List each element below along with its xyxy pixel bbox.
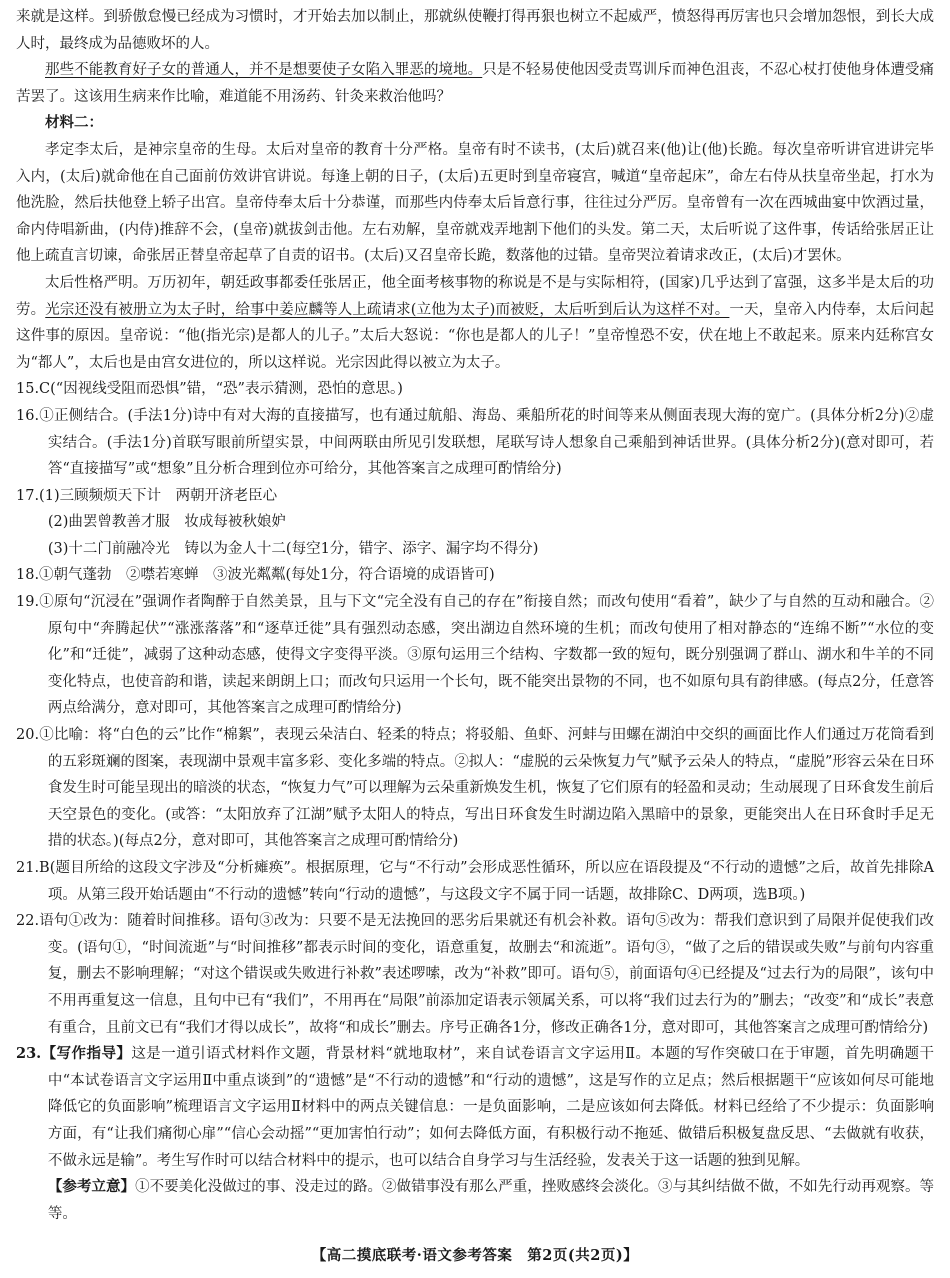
material1-paragraph: 那些不能教育好子女的普通人，并不是想要使子女陷入罪恶的境地。只是不轻易使他因受责骂训斥而神色沮丧，不忍心杖打使他身体遭受痛苦罢了。这该用生病来作比喻，难道能不用汤药、针灸来救治他吗？	[16, 62, 934, 105]
answer-18: 18.①朝气蓬勃 ②噤若寒蝉 ③波光粼粼(每处1分，符合语境的成语皆可)	[16, 567, 495, 584]
answer-17-2: (2)曲罢曾教善才服 妆成每被秋娘妒	[47, 514, 286, 531]
material2-paragraph-1: 孝定李太后，是神宗皇帝的生母。太后对皇帝的教育十分严格。皇帝有时不读书，(太后)就召来(他)让(他)长跪。每次皇帝听讲官进讲完毕入内，(太后)就命他在自己面前仿效讲官讲说。每逢上朝的日子，(太后)五更时到皇帝寝宫，喊道“皇帝起床”，命左右侍从扶皇帝坐起，打水为他洗脸，然后扶他登上轿子出宫。皇帝侍奉太后十分恭谨，而那些内侍奉太后旨意行事，往往过分严厉。皇帝曾有一次在西城曲宴中饮酒过量，命内侍唱新曲，(内侍)推辞不会，(皇帝)就拔剑击他。左右劝解，皇帝就戏弄地割下他们的头发。第二天，太后听说了这件事，传话给张居正让他上疏直言切谏，命张居正替皇帝起草了自责的诏书。(太后)又召皇帝长跪，数落他的过错。皇帝哭泣着请求改正，(太后)才罢休。	[16, 141, 934, 265]
underlined-sentence: 光宗还没有被册立为太子时，给事中姜应麟等人上疏请求(立他为太子)而被贬，太后听到后认为这样不对。	[45, 301, 730, 318]
answer-19: 19.①原句“沉浸在”强调作者陶醉于自然美景，且与下文“完全没有自己的存在”衔接自然；而改句使用“看着”，缺少了与自然的互动和融合。②原句中“奔腾起伏”“涨涨落落”和“逐草迁徙”具有强烈动态感，突出湖边自然环境的生机；而改句使用了相对静态的“连绵不断”“水位的变化”和“迁徙”，减弱了这种动态感，使得文字变得平淡。③原句运用三个结构、字数都一致的短句，既分别强调了群山、湖水和牛羊的不同变化特点，也使音韵和谐，读起来朗朗上口；而改句只运用一个长句，既不能突出景物的不同，也不如原句具有韵律感。(每点2分，任意答两点给满分，意对即可，其他答案言之成理可酌情给分)	[16, 594, 934, 717]
reference-ideas: 【参考立意】①不要美化没做过的事、没走过的路。②做错事没有那么严重，挫败感终会淡化。③与其纠结做不做，不如先行动再观察。等等。	[47, 1178, 935, 1222]
answer-17-3: (3)十二门前融冷光 铸以为金人十二(每空1分，错字、添字、漏字均不得分)	[47, 540, 539, 557]
reference-ideas-label: 【参考立意】	[47, 1178, 136, 1196]
underlined-sentence: 那些不能教育好子女的普通人，并不是想要使子女陷入罪恶的境地。	[45, 62, 483, 79]
answer-22: 22.语句①改为：随着时间推移。语句③改为：只要不是无法挽回的恶劣后果就还有机会补救。语句⑤改为：帮我们意识到了局限并促使我们改变。(语句①，“时间流逝”与“时间推移”都表示时间的变化，语意重复，故删去“和流逝”。语句③，“做了之后的错误或失败”与前句内容重复，删去不影响理解；“对这个错误或失败进行补救”表述啰嗦，改为“补救”即可。语句⑤，前面语句④已经提及“过去行为的局限”，该句中不用再重复这一信息，且句中已有“我们”，不用再在“局限”前添加定语表示领属关系，可以将“我们过去行为的”删去；“改变”和“成长”表意有重合，且前文已有“我们才得以成长”，故将“和成长”删去。序号正确各1分，修改正确各1分，意对即可，其他答案言之成理可酌情给分)	[16, 913, 935, 1036]
answer-23: 23.【写作指导】这是一道引语式材料作文题，背景材料“就地取材”，来自试卷语言文字运用Ⅱ。本题的写作突破口在于审题，首先明确题干中“本试卷语言文字运用Ⅱ中重点谈到”的“遗憾”是“不行动的遗憾”和“行动的遗憾”，这是写作的立足点；然后根据题干“应该如何尽可能地降低它的负面影响”梳理语言文字运用Ⅱ材料中的两点关键信息：一是负面影响，二是应该如何去降低。材料已经给了不少提示：负面影响方面，有“让我们痛彻心扉”“信心会动摇”“更加害怕行动”；如何去降低方面，有积极行动不拖延、做错后积极复盘反思、“去做就有收获，不做永远是输”。考生写作时可以结合材料中的提示，也可以结合自身学习与生活经验，发表关于这一话题的独到见解。	[16, 1045, 934, 1169]
material2-paragraph-2: 太后性格严明。万历初年，朝廷政事都委任张居正，他全面考核事物的称说是不是与实际相符，(国家)几乎达到了富强，这多半是太后的功劳。光宗还没有被册立为太子时，给事中姜应麟等人上疏请求(立他为太子)而被贬，太后听到后认为这样不对。一天，皇帝入内侍奉，太后问起这件事的原因。皇帝说：“他(指光宗)是都人的儿子。”太后大怒说：“你也是都人的儿子！”皇帝惶恐不安，伏在地上不敢起来。原来内廷称宫女为“都人”，太后也是由宫女进位的，所以这样说。光宗因此得以被立为太子。	[16, 274, 935, 371]
answer-15: 15.C(“因视线受阻而恐惧”错，“恐”表示猜测，恐怕的意思。)	[16, 381, 403, 398]
answer-17-1: 17.(1)三顾频烦天下计 两朝开济老臣心	[16, 487, 278, 504]
material1-continuation: 来就是这样。到骄傲怠慢已经成为习惯时，才开始去加以制止，那就纵使鞭打得再狠也树立不起威严，愤怒得再厉害也只会增加怨恨，到长大成人时，最终成为品德败坏的人。	[16, 9, 934, 52]
writing-guide-label: 23.【写作指导】	[16, 1045, 132, 1063]
page-footer: 【高二摸底联考·语文参考答案 第2页(共2页)】	[311, 1247, 639, 1264]
answer-21: 21.B(题目所给的这段文字涉及“分析瘫痪”。根据原理，它与“不行动”会形成恶性循环，所以应在语段提及“不行动的遗憾”之后，故首先排除A项。从第三段开始话题由“不行动的遗憾”转向“行动的遗憾”，与这段文字不属于同一话题，故排除C、D两项，选B项。)	[16, 860, 934, 903]
material2-heading: 材料二：	[45, 114, 103, 132]
answer-20: 20.①比喻：将“白色的云”比作“棉絮”，表现云朵洁白、轻柔的特点；将驳船、鱼虾、河蚌与田螺在湖泊中交织的画面比作人们通过万花筒看到的五彩斑斓的图案，表现湖中景观丰富多彩、变化多端的特点。②拟人：“虚脱的云朵恢复力气”赋予云朵人的特点，“虚脱”形容云朵在日环食发生时可能呈现出的暗淡的状态，“恢复力气”可以理解为云朵重新焕发生机，恢复了它们原有的轻盈和灵动；生动展现了日环食发生前后天空景色的变化。(或答：“太阳放弃了江湖”赋予太阳人的特点，写出日环食发生时湖边陷入黑暗中的景象，更能突出人在日环食时手足无措的状态。)(每点2分，意对即可，其他答案言之成理可酌情给分)	[16, 727, 934, 850]
answer-16: 16.①正侧结合。(手法1分)诗中有对大海的直接描写，也有通过航船、海岛、乘船所花的时间等来从侧面表现大海的宽广。(具体分析2分)②虚实结合。(手法1分)首联写眼前所望实景，中间两联由所见引发联想，尾联写诗人想象自己乘船到神话世界。(具体分析2分)(意对即可，若答“直接描写”或“想象”且分析合理到位亦可给分，其他答案言之成理可酌情给分)	[16, 407, 934, 478]
